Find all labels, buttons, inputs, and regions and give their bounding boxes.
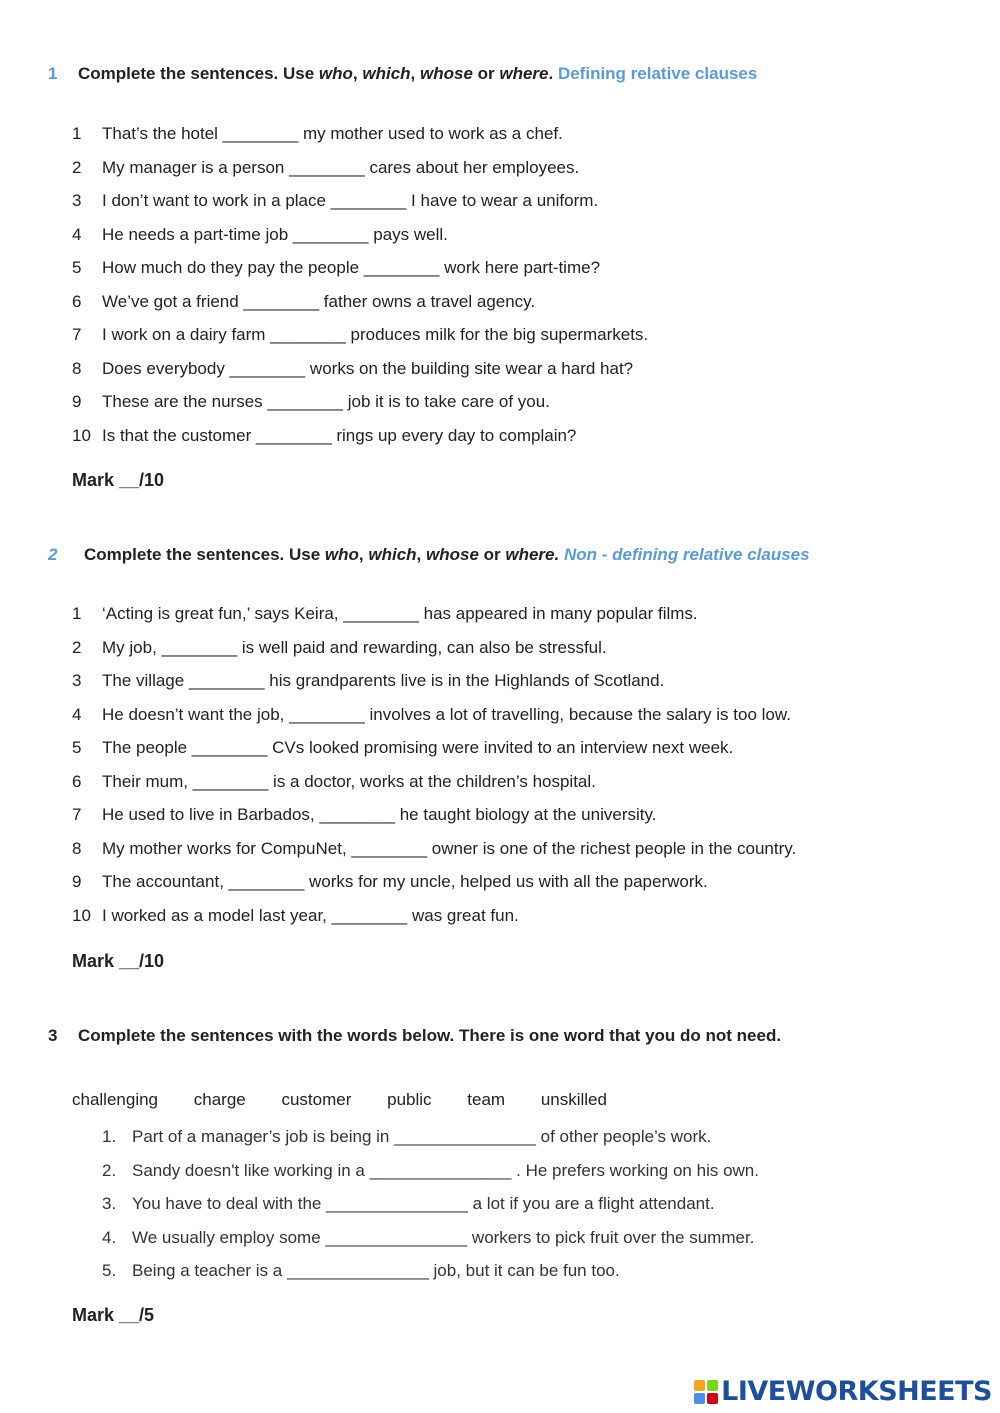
question-item: 1 That’s the hotel ________ my mother used to work as a chef. <box>72 124 563 143</box>
question-item: 6 We’ve got a friend ________ father owns a travel agency. <box>72 291 536 311</box>
question-item: 2 My job, ________ is well paid and rewarding, can also be stressful. <box>72 637 607 657</box>
question-item: 6 Their mum, ________ is a doctor, works at the children’s hospital. <box>72 771 596 791</box>
word-bank-item: charge <box>193 1090 246 1109</box>
question-item: 2. Sandy doesn't like working in a _______________ . He prefers working on his own. <box>102 1160 759 1180</box>
question-item: 8 My mother works for CompuNet, ________ owner is one of the richest people in the country. <box>72 838 797 858</box>
question-item: 9 The accountant, ________ works for my uncle, helped us with all the paperwork. <box>72 872 708 891</box>
word-bank-item: public <box>387 1090 432 1109</box>
section-2-heading: 2 Complete the sentences. Use who, which, whose or where. Non - defining relative clauses <box>48 545 810 564</box>
question-item: 3. You have to deal with the _______________ a lot if you are a flight attendant. <box>102 1194 715 1213</box>
brand-name: LIVEWORKSHEETS <box>721 1376 992 1407</box>
question-item: 4. We usually employ some _______________ workers to pick fruit over the summer. <box>102 1227 755 1247</box>
question-item: 1 ‘Acting is great fun,’ says Keira, ________ has appeared in many popular films. <box>72 604 698 623</box>
word-bank-item: customer <box>281 1090 352 1109</box>
question-item: 3 I don’t want to work in a place ________ I have to wear a uniform. <box>72 191 599 210</box>
section-2-number: 2 <box>48 545 58 564</box>
question-item: 5. Being a teacher is a _______________ job, but it can be fun too. <box>102 1261 620 1280</box>
section-2-subtitle: Non - defining relative clauses <box>563 545 810 564</box>
word-bank-item: team <box>467 1090 506 1109</box>
question-item: 10 Is that the customer ________ rings up every day to complain? <box>72 425 577 445</box>
section-3-heading: 3 Complete the sentences with the words below. There is one word that you do not need. <box>48 1026 782 1045</box>
section-1-subtitle: Defining relative clauses <box>557 64 758 83</box>
liveworksheets-logo-icon <box>694 1380 718 1404</box>
section-1-number: 1 <box>48 64 58 83</box>
question-item: 4 He doesn’t want the job, ________ involves a lot of travelling, because the salary is too low. <box>72 704 791 724</box>
section-1-mark: Mark __/10 <box>72 470 165 490</box>
question-item: 2 My manager is a person ________ cares about her employees. <box>72 157 580 177</box>
question-item: 8 Does everybody ________ works on the building site wear a hard hat? <box>72 358 634 378</box>
word-bank-item: challenging <box>72 1090 159 1109</box>
question-item: 7 I work on a dairy farm ________ produces milk for the big supermarkets. <box>72 325 649 344</box>
question-item: 1. Part of a manager’s job is being in _______________ of other people’s work. <box>102 1127 712 1146</box>
question-item: 10 I worked as a model last year, ________ was great fun. <box>72 905 519 925</box>
section-1-question-list <box>72 124 648 459</box>
section-3-mark: Mark __/5 <box>72 1305 155 1325</box>
question-item: 7 He used to live in Barbados, ________ he taught biology at the university. <box>72 805 657 824</box>
question-item: 5 How much do they pay the people ________ work here part-time? <box>72 258 601 277</box>
question-item: 5 The people ________ CVs looked promising were invited to an interview next week. <box>72 738 734 757</box>
section-2-question-list <box>72 604 796 939</box>
section-3-number: 3 <box>48 1026 58 1045</box>
section-1-heading: 1 Complete the sentences. Use who, which, whose or where. Defining relative clauses <box>48 64 758 83</box>
question-item: 3 The village ________ his grandparents live is in the Highlands of Scotland. <box>72 671 665 690</box>
question-item: 4 He needs a part-time job ________ pays well. <box>72 224 448 244</box>
word-bank <box>72 1090 638 1110</box>
word-bank-item: unskilled <box>540 1090 607 1109</box>
section-3-question-list <box>102 1127 759 1295</box>
section-2-mark: Mark __/10 <box>72 951 165 971</box>
question-item: 9 These are the nurses ________ job it is to take care of you. <box>72 392 550 411</box>
liveworksheets-branding[interactable] <box>694 1376 992 1407</box>
